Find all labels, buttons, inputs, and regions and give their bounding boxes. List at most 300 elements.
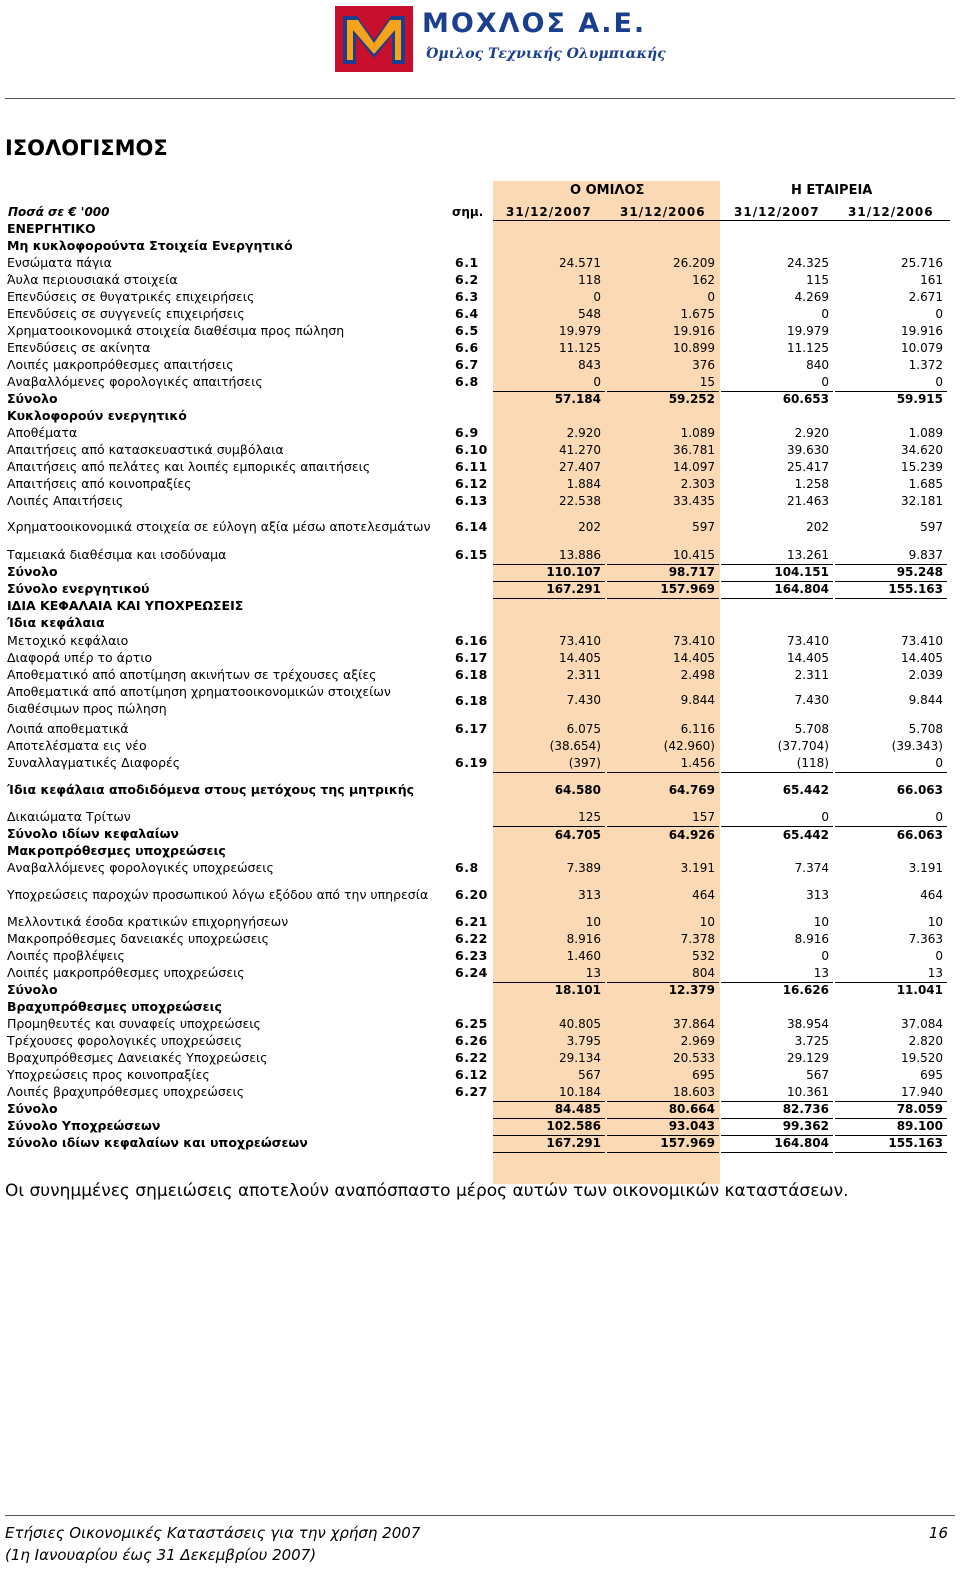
row-value: 4.269 xyxy=(794,290,829,304)
table-row xyxy=(5,390,955,407)
row-value: 10.184 xyxy=(493,1084,605,1102)
mochlos-m-logo-icon xyxy=(335,6,413,72)
row-value: 0 xyxy=(935,810,943,824)
row-label: Ταμειακά διαθέσιμα και ισοδύναμα xyxy=(7,547,227,562)
row-value: 0 xyxy=(935,307,943,321)
row-label: Λοιπές μακροπρόθεσμες απαιτήσεις xyxy=(7,357,234,372)
row-value: 157.969 xyxy=(607,1135,719,1153)
row-value: 59.252 xyxy=(668,392,715,406)
row-value: 14.405 xyxy=(559,651,601,665)
row-label: Λοιπές Απαιτήσεις xyxy=(7,493,124,508)
row-value: 73.410 xyxy=(787,634,829,648)
row-value: 2.311 xyxy=(566,668,601,682)
row-value: 6.075 xyxy=(566,722,601,736)
row-value: 22.538 xyxy=(559,494,601,508)
row-value: 34.620 xyxy=(901,443,943,457)
page-number: 16 xyxy=(928,1524,948,1542)
row-label: Απαιτήσεις από κατασκευαστικά συμβόλαια xyxy=(7,442,284,457)
row-value: 12.379 xyxy=(668,983,715,997)
table-row xyxy=(5,1032,955,1049)
row-value: 10.899 xyxy=(673,341,715,355)
row-value: (38.654) xyxy=(549,739,601,753)
footnote: Οι συνημμένες σημειώσεις αποτελούν αναπόσπαστο μέρος αυτών των οικονομικών καταστάσεων. xyxy=(5,1181,849,1201)
row-label: Μελλοντικά έσοδα κρατικών επιχορηγήσεων xyxy=(7,914,289,929)
row-value: 2.311 xyxy=(794,668,829,682)
row-value: 567 xyxy=(806,1068,829,1082)
row-value: 3.191 xyxy=(908,861,943,875)
row-label: Μετοχικό κεφάλαιο xyxy=(7,633,129,648)
row-label: Αποτελέσματα εις νέο xyxy=(7,738,147,753)
row-note: 6.26 xyxy=(455,1033,488,1048)
row-label: Αποθέματα xyxy=(7,425,78,440)
table-row xyxy=(5,563,955,580)
row-value: 10 xyxy=(585,915,601,929)
row-note: 6.3 xyxy=(455,289,479,304)
row-label: Αναβαλλόμενες φορολογικές απαιτήσεις xyxy=(7,374,263,389)
row-value: 32.181 xyxy=(901,494,943,508)
row-label: Επενδύσεις σε ακίνητα xyxy=(7,340,151,355)
row-label: Υποχρεώσεις προς κοινοπραξίες xyxy=(7,1067,210,1082)
table-row xyxy=(5,1015,955,1032)
row-value: 10 xyxy=(699,915,715,929)
row-label: Σύνολο ιδίων κεφαλαίων xyxy=(7,826,179,841)
table-row xyxy=(5,825,955,842)
row-value: 93.043 xyxy=(607,1118,719,1136)
row-label: Σύνολο xyxy=(7,564,58,579)
row-value: 548 xyxy=(578,307,601,321)
row-value: 26.209 xyxy=(673,256,715,270)
row-value: 2.920 xyxy=(566,426,601,440)
row-value: 19.520 xyxy=(901,1051,943,1065)
company-subtitle: Όμιλος Τεχνικής Ολυμπιακής xyxy=(426,46,666,62)
row-label: Μακροπρόθεσμες υποχρεώσεις xyxy=(7,843,226,858)
row-value: 2.920 xyxy=(794,426,829,440)
row-value: 0 xyxy=(835,374,947,392)
row-value: 13.886 xyxy=(493,547,605,565)
table-row xyxy=(5,1083,955,1100)
row-value: 0 xyxy=(707,290,715,304)
row-value: 19.979 xyxy=(559,324,601,338)
table-row xyxy=(5,1100,955,1117)
row-value: 13 xyxy=(721,965,833,983)
row-value: 8.916 xyxy=(566,932,601,946)
date-header: 31/12/2006 xyxy=(620,205,706,219)
table-row xyxy=(5,254,955,271)
table-row xyxy=(5,781,955,798)
row-note: 6.12 xyxy=(455,1067,488,1082)
row-label: Χρηματοοικονομικά στοιχεία σε εύλογη αξία μέσω αποτελεσμάτων xyxy=(7,519,431,534)
row-value: 14.405 xyxy=(901,651,943,665)
row-value: 2.820 xyxy=(908,1034,943,1048)
row-label: Ίδια κεφάλαια xyxy=(7,615,105,630)
row-value: 27.407 xyxy=(559,460,601,474)
amounts-label: Ποσά σε € '000 xyxy=(8,205,110,219)
row-value: 78.059 xyxy=(835,1101,947,1119)
row-value: 18.603 xyxy=(607,1084,719,1102)
row-value: 164.804 xyxy=(721,1135,833,1153)
row-value: 104.151 xyxy=(721,564,833,582)
table-row xyxy=(5,492,955,509)
row-label: Μη κυκλοφορούντα Στοιχεία Ενεργητικό xyxy=(7,238,293,253)
row-label: Ίδια κεφάλαια αποδιδόμενα στους μετόχους της μητρικής xyxy=(7,782,415,797)
row-value: 73.410 xyxy=(559,634,601,648)
row-value: 10.361 xyxy=(721,1084,833,1102)
table-row xyxy=(5,305,955,322)
row-label: Προμηθευτές και συναφείς υποχρεώσεις xyxy=(7,1016,261,1031)
row-note: 6.6 xyxy=(455,340,479,355)
row-value: (42.960) xyxy=(663,739,715,753)
row-label: Απαιτήσεις από κοινοπραξίες xyxy=(7,476,192,491)
row-label: Αναβαλλόμενες φορολογικές υποχρεώσεις xyxy=(7,860,274,875)
row-value: 167.291 xyxy=(493,1135,605,1153)
row-value: 2.671 xyxy=(908,290,943,304)
row-value: 10 xyxy=(927,915,943,929)
row-value: 17.940 xyxy=(835,1084,947,1102)
row-value: 82.736 xyxy=(721,1101,833,1119)
row-note: 6.24 xyxy=(455,965,488,980)
table-row xyxy=(5,737,955,754)
row-value: 804 xyxy=(607,965,719,983)
table-row xyxy=(5,1066,955,1083)
row-value: 1.460 xyxy=(566,949,601,963)
note-header: σημ. xyxy=(452,205,484,219)
table-row xyxy=(5,842,955,859)
row-note: 6.1 xyxy=(455,255,479,270)
row-note: 6.5 xyxy=(455,323,479,338)
row-value: (397) xyxy=(493,755,605,773)
row-label: Λοιπές προβλέψεις xyxy=(7,948,125,963)
row-value: 11.041 xyxy=(896,983,943,997)
row-value: 1.372 xyxy=(908,358,943,372)
row-note: 6.19 xyxy=(455,755,488,770)
row-value: 89.100 xyxy=(835,1118,947,1136)
row-value: 1.258 xyxy=(794,477,829,491)
row-value: 14.405 xyxy=(787,651,829,665)
row-value: 14.097 xyxy=(673,460,715,474)
table-row xyxy=(5,220,955,237)
row-value: 202 xyxy=(806,520,829,534)
row-note: 6.2 xyxy=(455,272,479,287)
row-value: 9.844 xyxy=(680,693,715,707)
row-value: 3.191 xyxy=(680,861,715,875)
row-value: 125 xyxy=(578,810,601,824)
table-row xyxy=(5,339,955,356)
company-name: ΜΟΧΛΟΣ Α.Ε. xyxy=(422,8,647,39)
table-row xyxy=(5,356,955,373)
row-value: 3.725 xyxy=(794,1034,829,1048)
row-value: (39.343) xyxy=(891,739,943,753)
row-label: Αποθεματικά από αποτίμηση χρηματοοικονομικών στοιχείων διαθέσιμων προς πώληση xyxy=(7,684,391,716)
row-value: 1.089 xyxy=(680,426,715,440)
date-header: 31/12/2007 xyxy=(506,205,592,219)
row-value: 9.837 xyxy=(835,547,947,565)
row-label: Ενσώματα πάγια xyxy=(7,255,112,270)
header-divider xyxy=(5,98,955,99)
row-value: 1.685 xyxy=(908,477,943,491)
row-label: Άυλα περιουσιακά στοιχεία xyxy=(7,272,178,287)
table-row xyxy=(5,1134,955,1151)
table-row xyxy=(5,614,955,631)
row-value: 59.915 xyxy=(896,392,943,406)
row-value: 19.979 xyxy=(787,324,829,338)
row-value: 13.261 xyxy=(721,547,833,565)
table-row xyxy=(5,754,955,771)
row-value: 64.580 xyxy=(554,783,601,797)
row-value: 7.430 xyxy=(794,693,829,707)
row-note: 6.17 xyxy=(455,721,488,736)
row-label: Σύνολο ενεργητικού xyxy=(7,581,150,596)
row-value: 0 xyxy=(935,949,943,963)
table-row xyxy=(5,271,955,288)
row-value: 2.039 xyxy=(908,668,943,682)
row-note: 6.25 xyxy=(455,1016,488,1031)
row-label: ΙΔΙΑ ΚΕΦΑΛΑΙΑ ΚΑΙ ΥΠΟΧΡΕΩΣΕΙΣ xyxy=(7,598,244,613)
row-value: 19.916 xyxy=(901,324,943,338)
row-value: 40.805 xyxy=(559,1017,601,1031)
row-label: Χρηματοοικονομικά στοιχεία διαθέσιμα προς πώληση xyxy=(7,323,345,338)
row-value: 84.485 xyxy=(493,1101,605,1119)
row-label: Επενδύσεις σε συγγενείς επιχειρήσεις xyxy=(7,306,245,321)
row-value: 157.969 xyxy=(607,581,719,599)
row-value: 10.079 xyxy=(901,341,943,355)
row-note: 6.8 xyxy=(455,374,479,389)
row-note: 6.14 xyxy=(455,519,488,534)
footer-divider xyxy=(5,1515,955,1516)
row-value: 80.664 xyxy=(607,1101,719,1119)
row-label: Λοιπές μακροπρόθεσμες υποχρεώσεις xyxy=(7,965,245,980)
row-value: 376 xyxy=(692,358,715,372)
row-note: 6.27 xyxy=(455,1084,488,1099)
table-row xyxy=(5,373,955,390)
table-row xyxy=(5,407,955,424)
row-value: 843 xyxy=(578,358,601,372)
row-note: 6.16 xyxy=(455,633,488,648)
table-row xyxy=(5,580,955,597)
row-value: 29.129 xyxy=(787,1051,829,1065)
row-value: 64.926 xyxy=(607,826,719,844)
row-value: 464 xyxy=(920,888,943,902)
table-row xyxy=(5,666,955,683)
row-value: 7.378 xyxy=(680,932,715,946)
table-row xyxy=(5,930,955,947)
table-row xyxy=(5,964,955,981)
page-header xyxy=(0,0,960,100)
row-value: 37.864 xyxy=(673,1017,715,1031)
row-value: 6.116 xyxy=(680,722,715,736)
page-title: ΙΣΟΛΟΓΙΣΜΟΣ xyxy=(5,136,168,160)
row-value: 313 xyxy=(578,888,601,902)
row-note: 6.9 xyxy=(455,425,479,440)
table-row xyxy=(5,859,955,876)
row-value: 64.705 xyxy=(493,826,605,844)
row-value: 13 xyxy=(835,965,947,983)
row-value: 64.769 xyxy=(668,783,715,797)
row-label: Κυκλοφορούν ενεργητικό xyxy=(7,408,187,423)
row-value: 7.363 xyxy=(908,932,943,946)
row-value: 202 xyxy=(578,520,601,534)
row-value: 24.571 xyxy=(559,256,601,270)
row-value: 0 xyxy=(493,374,605,392)
row-value: 16.626 xyxy=(782,983,829,997)
table-row xyxy=(5,322,955,339)
row-note: 6.22 xyxy=(455,931,488,946)
row-note: 6.4 xyxy=(455,306,479,321)
table-row xyxy=(5,981,955,998)
row-value: 1.456 xyxy=(607,755,719,773)
row-value: 15.239 xyxy=(901,460,943,474)
row-label: Διαφορά υπέρ το άρτιο xyxy=(7,650,153,665)
row-value: 0 xyxy=(721,374,833,392)
row-value: 115 xyxy=(806,273,829,287)
table-row xyxy=(5,998,955,1015)
table-row xyxy=(5,947,955,964)
row-value: 102.586 xyxy=(493,1118,605,1136)
row-note: 6.12 xyxy=(455,476,488,491)
row-label: Απαιτήσεις από πελάτες και λοιπές εμπορικές απαιτήσεις xyxy=(7,459,371,474)
row-value: 695 xyxy=(692,1068,715,1082)
row-value: 65.442 xyxy=(782,783,829,797)
row-value: 0 xyxy=(593,290,601,304)
row-note: 6.15 xyxy=(455,547,488,562)
row-value: 0 xyxy=(821,810,829,824)
row-note: 6.8 xyxy=(455,860,479,875)
table-row xyxy=(5,597,955,614)
row-value: 11.125 xyxy=(559,341,601,355)
row-value: 19.916 xyxy=(673,324,715,338)
table-row xyxy=(5,913,955,930)
row-value: 1.884 xyxy=(566,477,601,491)
row-value: 11.125 xyxy=(787,341,829,355)
row-value: 1.675 xyxy=(680,307,715,321)
row-value: 66.063 xyxy=(835,826,947,844)
row-label: Σύνολο xyxy=(7,1101,58,1116)
table-row xyxy=(5,458,955,475)
row-value: 464 xyxy=(692,888,715,902)
row-value: 0 xyxy=(821,949,829,963)
row-note: 6.17 xyxy=(455,650,488,665)
table-row xyxy=(5,632,955,649)
row-label: Δικαιώματα Τρίτων xyxy=(7,809,131,824)
row-label: Υποχρεώσεις παροχών προσωπικού λόγω εξόδου από την υπηρεσία xyxy=(7,887,429,902)
date-header: 31/12/2006 xyxy=(848,205,934,219)
row-value: 25.716 xyxy=(901,256,943,270)
row-value: 2.498 xyxy=(680,668,715,682)
row-value: 840 xyxy=(806,358,829,372)
row-value: 5.708 xyxy=(908,722,943,736)
row-value: 66.063 xyxy=(896,783,943,797)
row-value: 7.430 xyxy=(566,693,601,707)
table-row xyxy=(5,649,955,666)
row-value: 155.163 xyxy=(835,581,947,599)
row-value: 7.389 xyxy=(566,861,601,875)
row-value: 532 xyxy=(692,949,715,963)
row-value: 155.163 xyxy=(835,1135,947,1153)
row-value: 14.405 xyxy=(673,651,715,665)
row-value: 8.916 xyxy=(794,932,829,946)
table-row xyxy=(5,475,955,492)
row-label: Τρέχουσες φορολογικές υποχρεώσεις xyxy=(7,1033,243,1048)
row-value: 2.303 xyxy=(680,477,715,491)
row-value: 15 xyxy=(607,374,719,392)
table-row xyxy=(5,237,955,254)
row-value: 36.781 xyxy=(673,443,715,457)
footer-title: Ετήσιες Οικονομικές Καταστάσεις για την χρήση 2007 xyxy=(5,1524,421,1542)
row-note: 6.7 xyxy=(455,357,479,372)
row-value: 41.270 xyxy=(559,443,601,457)
row-value: 39.630 xyxy=(787,443,829,457)
row-value: 695 xyxy=(920,1068,943,1082)
row-value: 313 xyxy=(806,888,829,902)
row-value: 2.969 xyxy=(680,1034,715,1048)
row-value: 164.804 xyxy=(721,581,833,599)
row-note: 6.20 xyxy=(455,887,488,902)
row-value: 1.089 xyxy=(908,426,943,440)
row-note: 6.13 xyxy=(455,493,488,508)
row-value: (37.704) xyxy=(777,739,829,753)
row-value: 21.463 xyxy=(787,494,829,508)
row-label: ΕΝΕΡΓΗΤΙΚΟ xyxy=(7,221,96,236)
table-row xyxy=(5,288,955,305)
row-value: 65.442 xyxy=(721,826,833,844)
row-value: 24.325 xyxy=(787,256,829,270)
table-row xyxy=(5,808,955,825)
row-value: 10.415 xyxy=(607,547,719,565)
row-value: 597 xyxy=(920,520,943,534)
row-label: Σύνολο xyxy=(7,982,58,997)
date-header: 31/12/2007 xyxy=(734,205,820,219)
row-value: 20.533 xyxy=(673,1051,715,1065)
row-value: 73.410 xyxy=(901,634,943,648)
row-value: 37.084 xyxy=(901,1017,943,1031)
row-label: Βραχυπρόθεσμες Δανειακές Υποχρεώσεις xyxy=(7,1050,268,1065)
row-label: Επενδύσεις σε θυγατρικές επιχειρήσεις xyxy=(7,289,255,304)
row-label: Συναλλαγματικές Διαφορές xyxy=(7,755,181,770)
row-value: (118) xyxy=(721,755,833,773)
row-label: Σύνολο Υποχρεώσεων xyxy=(7,1118,161,1133)
company-header: Η ΕΤΑΙΡΕΙΑ xyxy=(791,183,873,198)
row-value: 18.101 xyxy=(554,983,601,997)
row-value: 0 xyxy=(821,307,829,321)
row-label: Μακροπρόθεσμες δανειακές υποχρεώσεις xyxy=(7,931,269,946)
row-label: Λοιπά αποθεματικά xyxy=(7,721,129,736)
row-note: 6.22 xyxy=(455,1050,488,1065)
table-row xyxy=(5,886,955,903)
row-value: 3.795 xyxy=(566,1034,601,1048)
row-value: 25.417 xyxy=(787,460,829,474)
row-value: 13 xyxy=(493,965,605,983)
row-value: 161 xyxy=(920,273,943,287)
row-note: 6.18 xyxy=(455,667,488,682)
row-value: 597 xyxy=(692,520,715,534)
row-label: Αποθεματικό από αποτίμηση ακινήτων σε τρέχουσες αξίες xyxy=(7,667,377,682)
row-label: Σύνολο ιδίων κεφαλαίων και υποχρεώσεων xyxy=(7,1135,308,1150)
row-value: 5.708 xyxy=(794,722,829,736)
row-note: 6.10 xyxy=(455,442,488,457)
row-value: 167.291 xyxy=(493,581,605,599)
row-value: 73.410 xyxy=(673,634,715,648)
row-label: Βραχυπρόθεσμες υποχρεώσεις xyxy=(7,999,222,1014)
row-value: 9.844 xyxy=(908,693,943,707)
row-label: Λοιπές βραχυπρόθεσμες υποχρεώσεις xyxy=(7,1084,245,1099)
row-value: 0 xyxy=(835,755,947,773)
table-row xyxy=(5,518,955,535)
row-note: 6.23 xyxy=(455,948,488,963)
row-label: Σύνολο xyxy=(7,391,58,406)
row-value: 99.362 xyxy=(721,1118,833,1136)
row-value: 38.954 xyxy=(787,1017,829,1031)
group-header: Ο ΟΜΙΛΟΣ xyxy=(570,183,645,198)
row-value: 95.248 xyxy=(835,564,947,582)
